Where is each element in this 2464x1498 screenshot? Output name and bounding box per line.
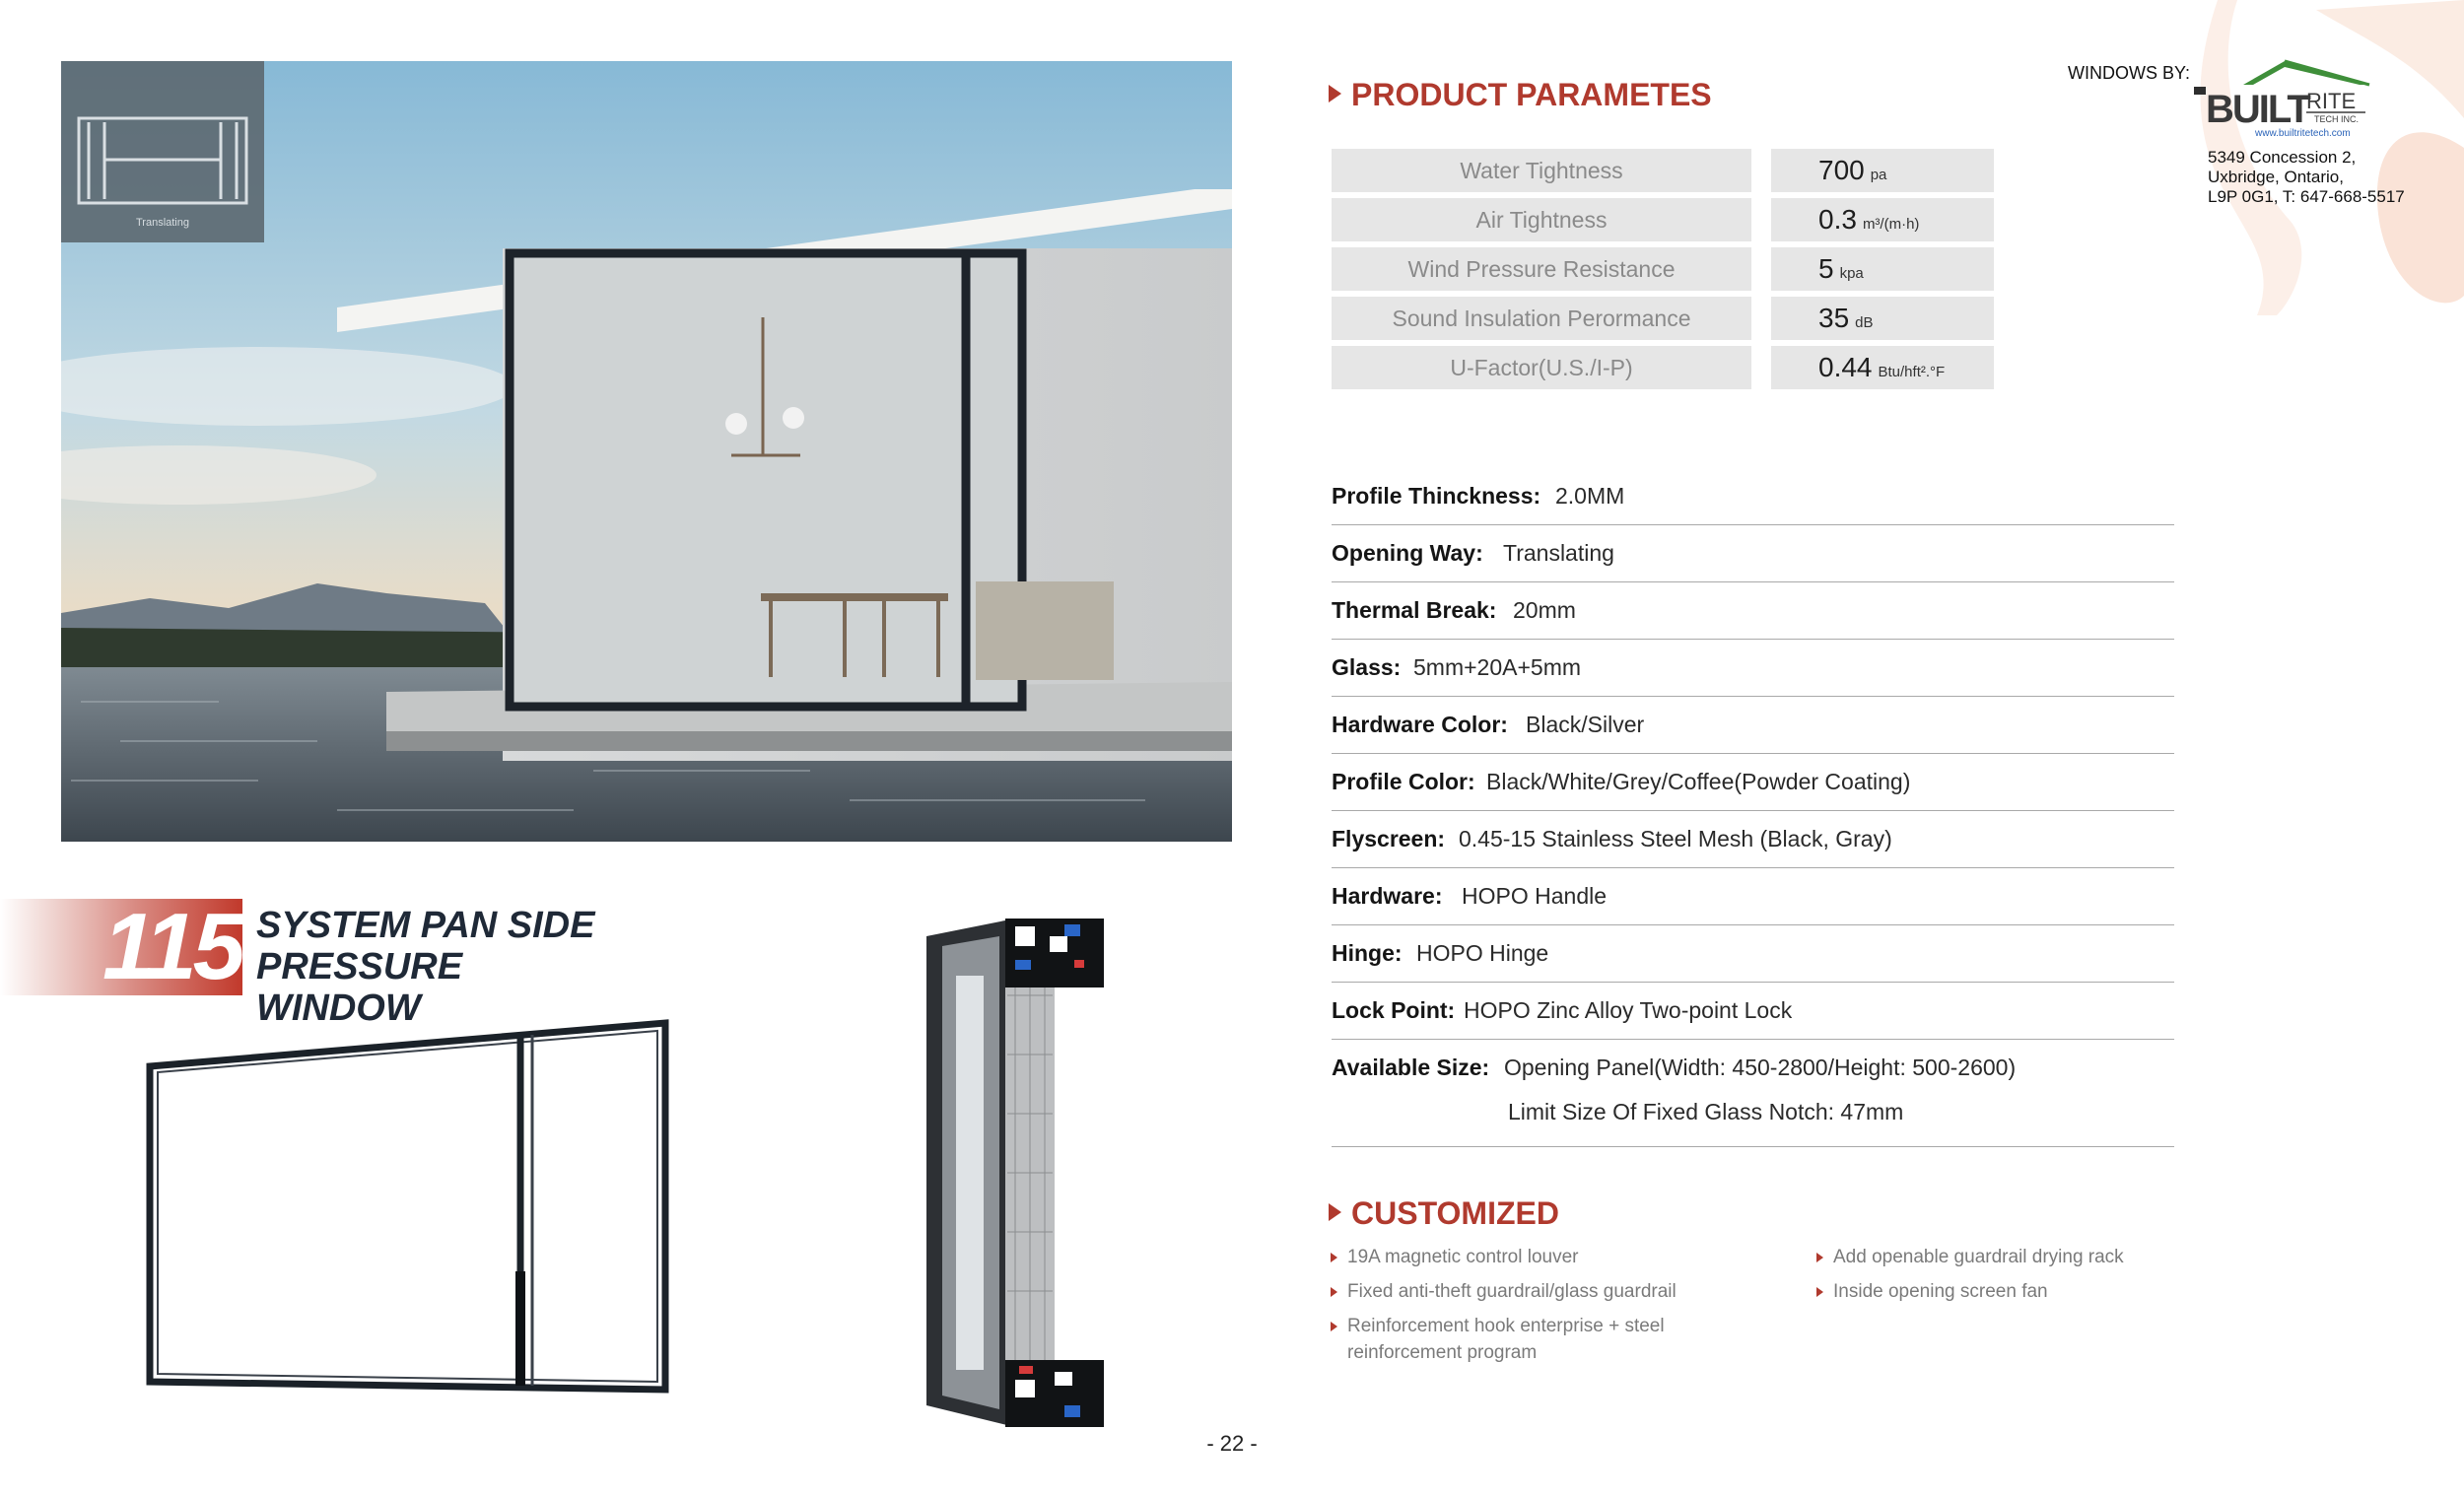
spec-row-glass: Glass: 5mm+20A+5mm	[1332, 640, 2174, 697]
param-label: Water Tightness	[1332, 149, 1751, 192]
svg-text:BUILT: BUILT	[2206, 88, 2309, 131]
spec-row-hardware-color: Hardware Color: Black/Silver	[1332, 697, 2174, 754]
param-label: U-Factor(U.S./I-P)	[1332, 346, 1751, 389]
product-title	[256, 905, 808, 1029]
customized-item: Fixed anti-theft guardrail/glass guardrail	[1347, 1278, 1677, 1305]
sliding-window-icon	[61, 61, 264, 242]
spec-row-hinge: Hinge: HOPO Hinge	[1332, 925, 2174, 983]
param-value: 0.3 m³/(m·h)	[1771, 198, 1994, 241]
dealer-label: WINDOWS BY:	[2068, 63, 2191, 83]
window-illustration	[138, 1015, 690, 1409]
param-value: 35 dB	[1771, 297, 1994, 340]
spec-row-hardware: Hardware: HOPO Handle	[1332, 868, 2174, 925]
customized-heading: CUSTOMIZED	[1329, 1195, 1559, 1232]
spec-row-flyscreen: Flyscreen: 0.45-15 Stainless Steel Mesh (Black, Gray)	[1332, 811, 2174, 868]
product-title-line1: SYSTEM PAN SIDE PRESSURE	[256, 905, 595, 987]
spec-row-thermal-break: Thermal Break: 20mm	[1332, 582, 2174, 640]
dealer-address: 5349 Concession 2, Uxbridge, Ontario, L9P 0G1, T: 647-668-5517	[2208, 148, 2405, 206]
param-label: Sound Insulation Perormance	[1332, 297, 1751, 340]
thumbnail-label: Translating	[135, 217, 189, 229]
heading-triangle-icon	[1329, 85, 1341, 102]
profile-cross-section	[917, 917, 1104, 1429]
param-value: 700 pa	[1771, 149, 1994, 192]
param-label: Air Tightness	[1332, 198, 1751, 241]
model-number: 115	[103, 894, 242, 999]
param-label: Wind Pressure Resistance	[1332, 247, 1751, 291]
product-title-line2: WINDOW	[256, 987, 421, 1029]
customized-item: Inside opening screen fan	[1833, 1278, 2048, 1305]
customized-item: Reinforcement hook enterprise + steel	[1347, 1313, 1665, 1339]
page-number: - 22 -	[1206, 1431, 1258, 1456]
customized-item: 19A magnetic control louver	[1347, 1244, 1578, 1270]
heading-triangle-icon	[1329, 1203, 1341, 1221]
spec-row-lock-point: Lock Point: HOPO Zinc Alloy Two-point Lock	[1332, 983, 2174, 1040]
spec-row-profile-color: Profile Color: Black/White/Grey/Coffee(Powder Coating)	[1332, 754, 2174, 811]
svg-text:RITE: RITE	[2306, 89, 2357, 113]
param-value: 5 kpa	[1771, 247, 1994, 291]
parameters-heading: PRODUCT PARAMETES	[1329, 77, 1712, 113]
dealer-url: www.builtritetech.com	[2255, 128, 2351, 139]
svg-text:TECH INC.: TECH INC.	[2314, 114, 2359, 124]
customized-item: Add openable guardrail drying rack	[1833, 1244, 2124, 1270]
opening-type-thumbnail	[61, 61, 264, 242]
spec-row-available-size: Available Size: Opening Panel(Width: 450-2800/Height: 500-2600) Limit Size Of Fixed Glass Notch: 47mm	[1332, 1040, 2174, 1147]
spec-row-profile-thickness: Profile Thinckness: 2.0MM	[1332, 468, 2174, 525]
spec-row-opening-way: Opening Way: Translating	[1332, 525, 2174, 582]
param-value: 0.44 Btu/hft².°F	[1771, 346, 1994, 389]
customized-item-continuation: reinforcement program	[1347, 1342, 1538, 1363]
